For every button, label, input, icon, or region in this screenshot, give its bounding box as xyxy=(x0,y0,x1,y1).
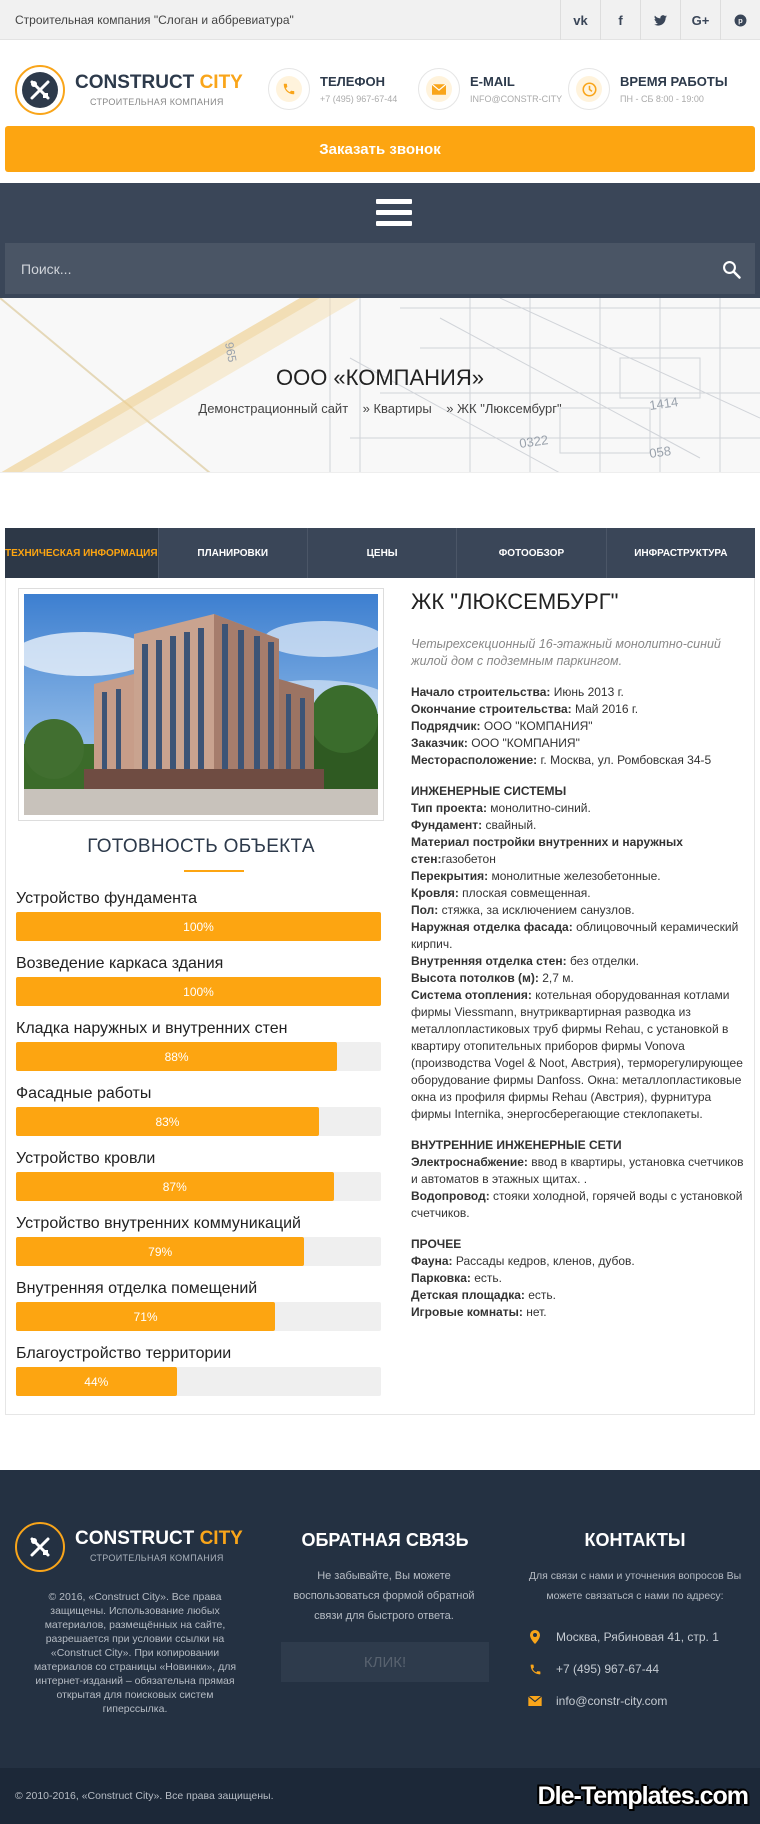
mail-icon xyxy=(426,76,452,102)
phone-icon xyxy=(524,1663,546,1676)
progress-fill: 100% xyxy=(16,912,381,941)
info-key: Наружная отделка фасада: xyxy=(411,920,573,934)
progress-fill: 88% xyxy=(16,1042,337,1071)
footer-email: info@constr-city.com xyxy=(524,1694,667,1708)
order-call-button[interactable]: Заказать звонок xyxy=(5,126,755,172)
feedback-title: ОБРАТНАЯ СВЯЗЬ xyxy=(301,1530,469,1550)
location-icon xyxy=(524,1630,546,1644)
info-row xyxy=(411,718,751,735)
title-underline xyxy=(184,870,244,872)
info-key: Месторасположение: xyxy=(411,753,538,767)
logo-icon[interactable] xyxy=(15,65,65,115)
progress-track xyxy=(16,1367,381,1396)
complex-description: Четырехсекционный 16-этажный монолитно-синий жилой дом с подземным паркингом. xyxy=(411,637,721,668)
google-plus-icon[interactable]: G+ xyxy=(680,0,720,40)
twitter-icon[interactable] xyxy=(640,0,680,40)
info-row xyxy=(411,817,751,834)
info-key: Система отопления: xyxy=(411,988,532,1002)
progress-fill: 100% xyxy=(16,977,381,1006)
progress-label: Внутренняя отделка помещений xyxy=(16,1280,258,1297)
top-bar xyxy=(0,0,760,40)
progress-track xyxy=(16,1302,381,1331)
info-key: Фауна: xyxy=(411,1254,453,1268)
info-key: Фундамент: xyxy=(411,818,483,832)
crumb-apartments[interactable]: » Квартиры xyxy=(362,401,432,416)
building-image xyxy=(24,594,378,815)
info-key: Материал постройки внутренних и наружных стен: xyxy=(411,835,683,866)
facebook-icon[interactable]: f xyxy=(600,0,640,40)
social-links xyxy=(560,0,760,40)
nav-block xyxy=(0,183,760,298)
tab-tech-info[interactable]: ТЕХНИЧЕСКАЯ ИНФОРМАЦИЯ xyxy=(5,528,159,578)
svg-text:965: 965 xyxy=(222,341,240,364)
info-key: Парковка: xyxy=(411,1271,471,1285)
info-row xyxy=(411,868,751,885)
info-row xyxy=(411,970,751,987)
info-row xyxy=(411,800,751,817)
tab-plans[interactable]: ПЛАНИРОВКИ xyxy=(159,528,308,578)
info-row xyxy=(411,885,751,902)
info-value: ООО "КОМПАНИЯ" xyxy=(480,719,593,733)
info-row xyxy=(411,701,751,718)
info-value: плоская совмещенная. xyxy=(458,886,591,900)
progress-fill: 87% xyxy=(16,1172,334,1201)
bottom-bar xyxy=(0,1768,760,1824)
footer-copyright-text: © 2016, «Construct City». Все права защищены. Использование любых материалов, размещённых на сайте, разрешается при условии ссылки на «Construct City». При копировании материалов со страницы «Новинки», для интернет-изданий – обязательна прямая открытая для поисковых систем гиперссылка. xyxy=(33,1591,237,1715)
progress-item xyxy=(16,1215,381,1266)
info-value: без отделки. xyxy=(566,954,640,968)
networks-list xyxy=(411,1154,751,1222)
mail-icon xyxy=(524,1696,546,1706)
tab-content xyxy=(5,578,755,1415)
pinterest-icon[interactable] xyxy=(720,0,760,40)
tab-infrastructure[interactable]: ИНФРАСТРУКТУРА xyxy=(634,547,728,559)
progress-item xyxy=(16,1085,381,1136)
info-key: Перекрытия: xyxy=(411,869,489,883)
svg-text:058: 058 xyxy=(648,443,672,461)
info-row xyxy=(411,752,751,769)
page-title: ООО «КОМПАНИЯ» xyxy=(275,365,484,390)
info-key: Начало строительства: xyxy=(411,685,551,699)
progress-fill: 79% xyxy=(16,1237,304,1266)
footer-brand-name[interactable]: CONSTRUCT CITY xyxy=(75,1528,243,1549)
contacts-text: Для связи с нами и уточнения вопросов Вы можете связаться с нами по адресу: xyxy=(528,1570,742,1602)
progress-label: Устройство кровли xyxy=(16,1150,156,1167)
vk-icon[interactable]: vk xyxy=(560,0,600,40)
other-title: ПРОЧЕЕ xyxy=(411,1237,462,1251)
watermark: Dle-Templates.com xyxy=(537,1782,748,1810)
footer-logo-icon[interactable] xyxy=(15,1522,65,1572)
bottom-copyright: © 2010-2016, «Construct City». Все права защищены. xyxy=(15,1790,274,1802)
info-value: 2,7 м. xyxy=(538,971,574,985)
info-row xyxy=(411,953,751,970)
info-value: ООО "КОМПАНИЯ" xyxy=(467,736,580,750)
crumb-home[interactable]: Демонстрационный сайт xyxy=(198,401,349,416)
progress-fill: 44% xyxy=(16,1367,177,1396)
info-key: Заказчик: xyxy=(411,736,468,750)
info-row xyxy=(411,1287,751,1304)
info-value: есть. xyxy=(524,1288,556,1302)
complex-info xyxy=(411,588,751,1321)
info-key: Кровля: xyxy=(411,886,459,900)
info-row xyxy=(411,834,751,868)
info-row xyxy=(411,1188,751,1222)
progress-label: Возведение каркаса здания xyxy=(16,955,224,972)
info-value: монолитно-синий. xyxy=(486,801,591,815)
progress-label: Фасадные работы xyxy=(16,1085,152,1102)
complex-title: ЖК "ЛЮКСЕМБУРГ" xyxy=(411,589,619,614)
footer-phone: +7 (495) 967-67-44 xyxy=(524,1662,659,1676)
info-key: Электроснабжение: xyxy=(411,1155,528,1169)
info-value: г. Москва, ул. Ромбовская 34-5 xyxy=(537,753,712,767)
tab-prices[interactable]: ЦЕНЫ xyxy=(308,528,457,578)
info-value: есть. xyxy=(470,1271,502,1285)
info-key: Детская площадка: xyxy=(411,1288,525,1302)
footer-brand-subtitle: СТРОИТЕЛЬНАЯ КОМПАНИЯ xyxy=(90,1553,224,1563)
crumb-current: » ЖК "Люксембург" xyxy=(446,401,562,416)
info-key: Подрядчик: xyxy=(411,719,481,733)
info-row xyxy=(411,735,751,752)
progress-label: Устройство внутренних коммуникаций xyxy=(16,1215,301,1232)
info-row xyxy=(411,1270,751,1287)
info-value: облицовочный керамический кирпич. xyxy=(411,920,739,951)
menu-icon[interactable] xyxy=(376,199,412,231)
info-row xyxy=(411,1154,751,1188)
info-value: стяжка, за исключением санузлов. xyxy=(438,903,635,917)
progress-label: Устройство фундамента xyxy=(16,890,197,907)
progress-track xyxy=(16,1172,381,1201)
progress-item xyxy=(16,1020,381,1071)
svg-text:1414: 1414 xyxy=(648,394,680,413)
progress-track xyxy=(16,1107,381,1136)
info-value: нет. xyxy=(522,1305,547,1319)
info-row xyxy=(411,987,751,1123)
info-value: котельная оборудованная котлами фирмы Viessmann, внутриквартирная разводка из металлопластиковых труб фирмы Rehau, с установкой в квартиру отопительных приборов фирмы Vonova (производства Vogel & Noot, Австрия), терморегулирующее оборудование фирмы Danfoss. Окна: металлопластиковые окна из профиля фирмы Rehau (Австрия), фурнитура фирмы Internika, энергосберегающие стеклопакеты. xyxy=(411,988,743,1121)
general-info-list xyxy=(411,684,751,769)
site-header: CONSTRUCT CITY СТРОИТЕЛЬНАЯ КОМПАНИЯ ТЕЛЕФОН +7 (495) 967-67-44 E-MAIL INFO@CONSTR-CITY ВРЕМЯ РАБОТЫ ПН - СБ 8:00 - 19:00 xyxy=(0,40,760,126)
info-value: свайный. xyxy=(482,818,537,832)
progress-fill: 71% xyxy=(16,1302,275,1331)
info-row xyxy=(411,1304,751,1321)
building-photo[interactable] xyxy=(18,588,384,821)
page-hero xyxy=(0,298,760,473)
progress-track xyxy=(16,1042,381,1071)
info-key: Тип проекта: xyxy=(411,801,487,815)
info-row xyxy=(411,1253,751,1270)
tab-photo[interactable]: ФОТООБЗОР xyxy=(457,528,606,578)
progress-item xyxy=(16,1280,381,1331)
site-footer xyxy=(0,1470,760,1768)
other-list xyxy=(411,1253,751,1321)
engineering-title: ИНЖЕНЕРНЫЕ СИСТЕМЫ xyxy=(411,784,567,798)
readiness-title: ГОТОВНОСТЬ ОБЪЕКТА xyxy=(87,836,315,857)
info-value: монолитные железобетонные. xyxy=(488,869,661,883)
info-value: ввод в квартиры, установка счетчиков и автоматов в этажных щитах. . xyxy=(411,1155,744,1186)
breadcrumb xyxy=(0,401,760,416)
info-value: Май 2016 г. xyxy=(571,702,639,716)
engineering-list xyxy=(411,800,751,1123)
progress-item xyxy=(16,1345,381,1396)
brand-name[interactable]: CONSTRUCT CITY xyxy=(75,72,243,93)
info-row xyxy=(411,902,751,919)
search-input[interactable] xyxy=(5,243,755,294)
info-tabs xyxy=(5,528,755,578)
info-key: Игровые комнаты: xyxy=(411,1305,523,1319)
info-key: Водопровод: xyxy=(411,1189,490,1203)
svg-text:0322: 0322 xyxy=(518,432,550,451)
info-key: Внутренняя отделка стен: xyxy=(411,954,567,968)
progress-item xyxy=(16,890,381,941)
progress-fill: 83% xyxy=(16,1107,319,1136)
footer-address: Москва, Рябиновая 41, стр. 1 xyxy=(524,1630,719,1644)
info-value: стояки холодной, горячей воды с установкой счетчиков. xyxy=(411,1189,743,1220)
contacts-title: КОНТАКТЫ xyxy=(584,1530,686,1550)
info-row xyxy=(411,919,751,953)
progress-label: Кладка наружных и внутренних стен xyxy=(16,1020,288,1037)
info-key: Пол: xyxy=(411,903,439,917)
feedback-button[interactable]: КЛИК! xyxy=(281,1642,489,1682)
info-value: Рассады кедров, кленов, дубов. xyxy=(452,1254,635,1268)
info-key: Окончание строительства: xyxy=(411,702,572,716)
progress-track xyxy=(16,1237,381,1266)
search-icon[interactable] xyxy=(722,260,742,280)
info-value: газобетон xyxy=(441,852,496,866)
progress-track xyxy=(16,977,381,1006)
info-row xyxy=(411,684,751,701)
progress-track xyxy=(16,912,381,941)
site-slogan: Строительная компания "Слоган и аббревиатура" xyxy=(15,13,294,27)
feedback-text: Не забывайте, Вы можете воспользоваться формой обратной связи для быстрого ответа. xyxy=(293,1570,475,1622)
svg-text:p: p xyxy=(738,15,743,25)
brand-subtitle: СТРОИТЕЛЬНАЯ КОМПАНИЯ xyxy=(90,97,224,107)
progress-label: Благоустройство территории xyxy=(16,1345,232,1362)
networks-title: ВНУТРЕННИЕ ИНЖЕНЕРНЫЕ СЕТИ xyxy=(411,1138,622,1152)
clock-icon xyxy=(576,76,602,102)
progress-item xyxy=(16,955,381,1006)
phone-icon xyxy=(276,76,302,102)
progress-item xyxy=(16,1150,381,1201)
info-key: Высота потолков (м): xyxy=(411,971,539,985)
info-value: Июнь 2013 г. xyxy=(550,685,624,699)
